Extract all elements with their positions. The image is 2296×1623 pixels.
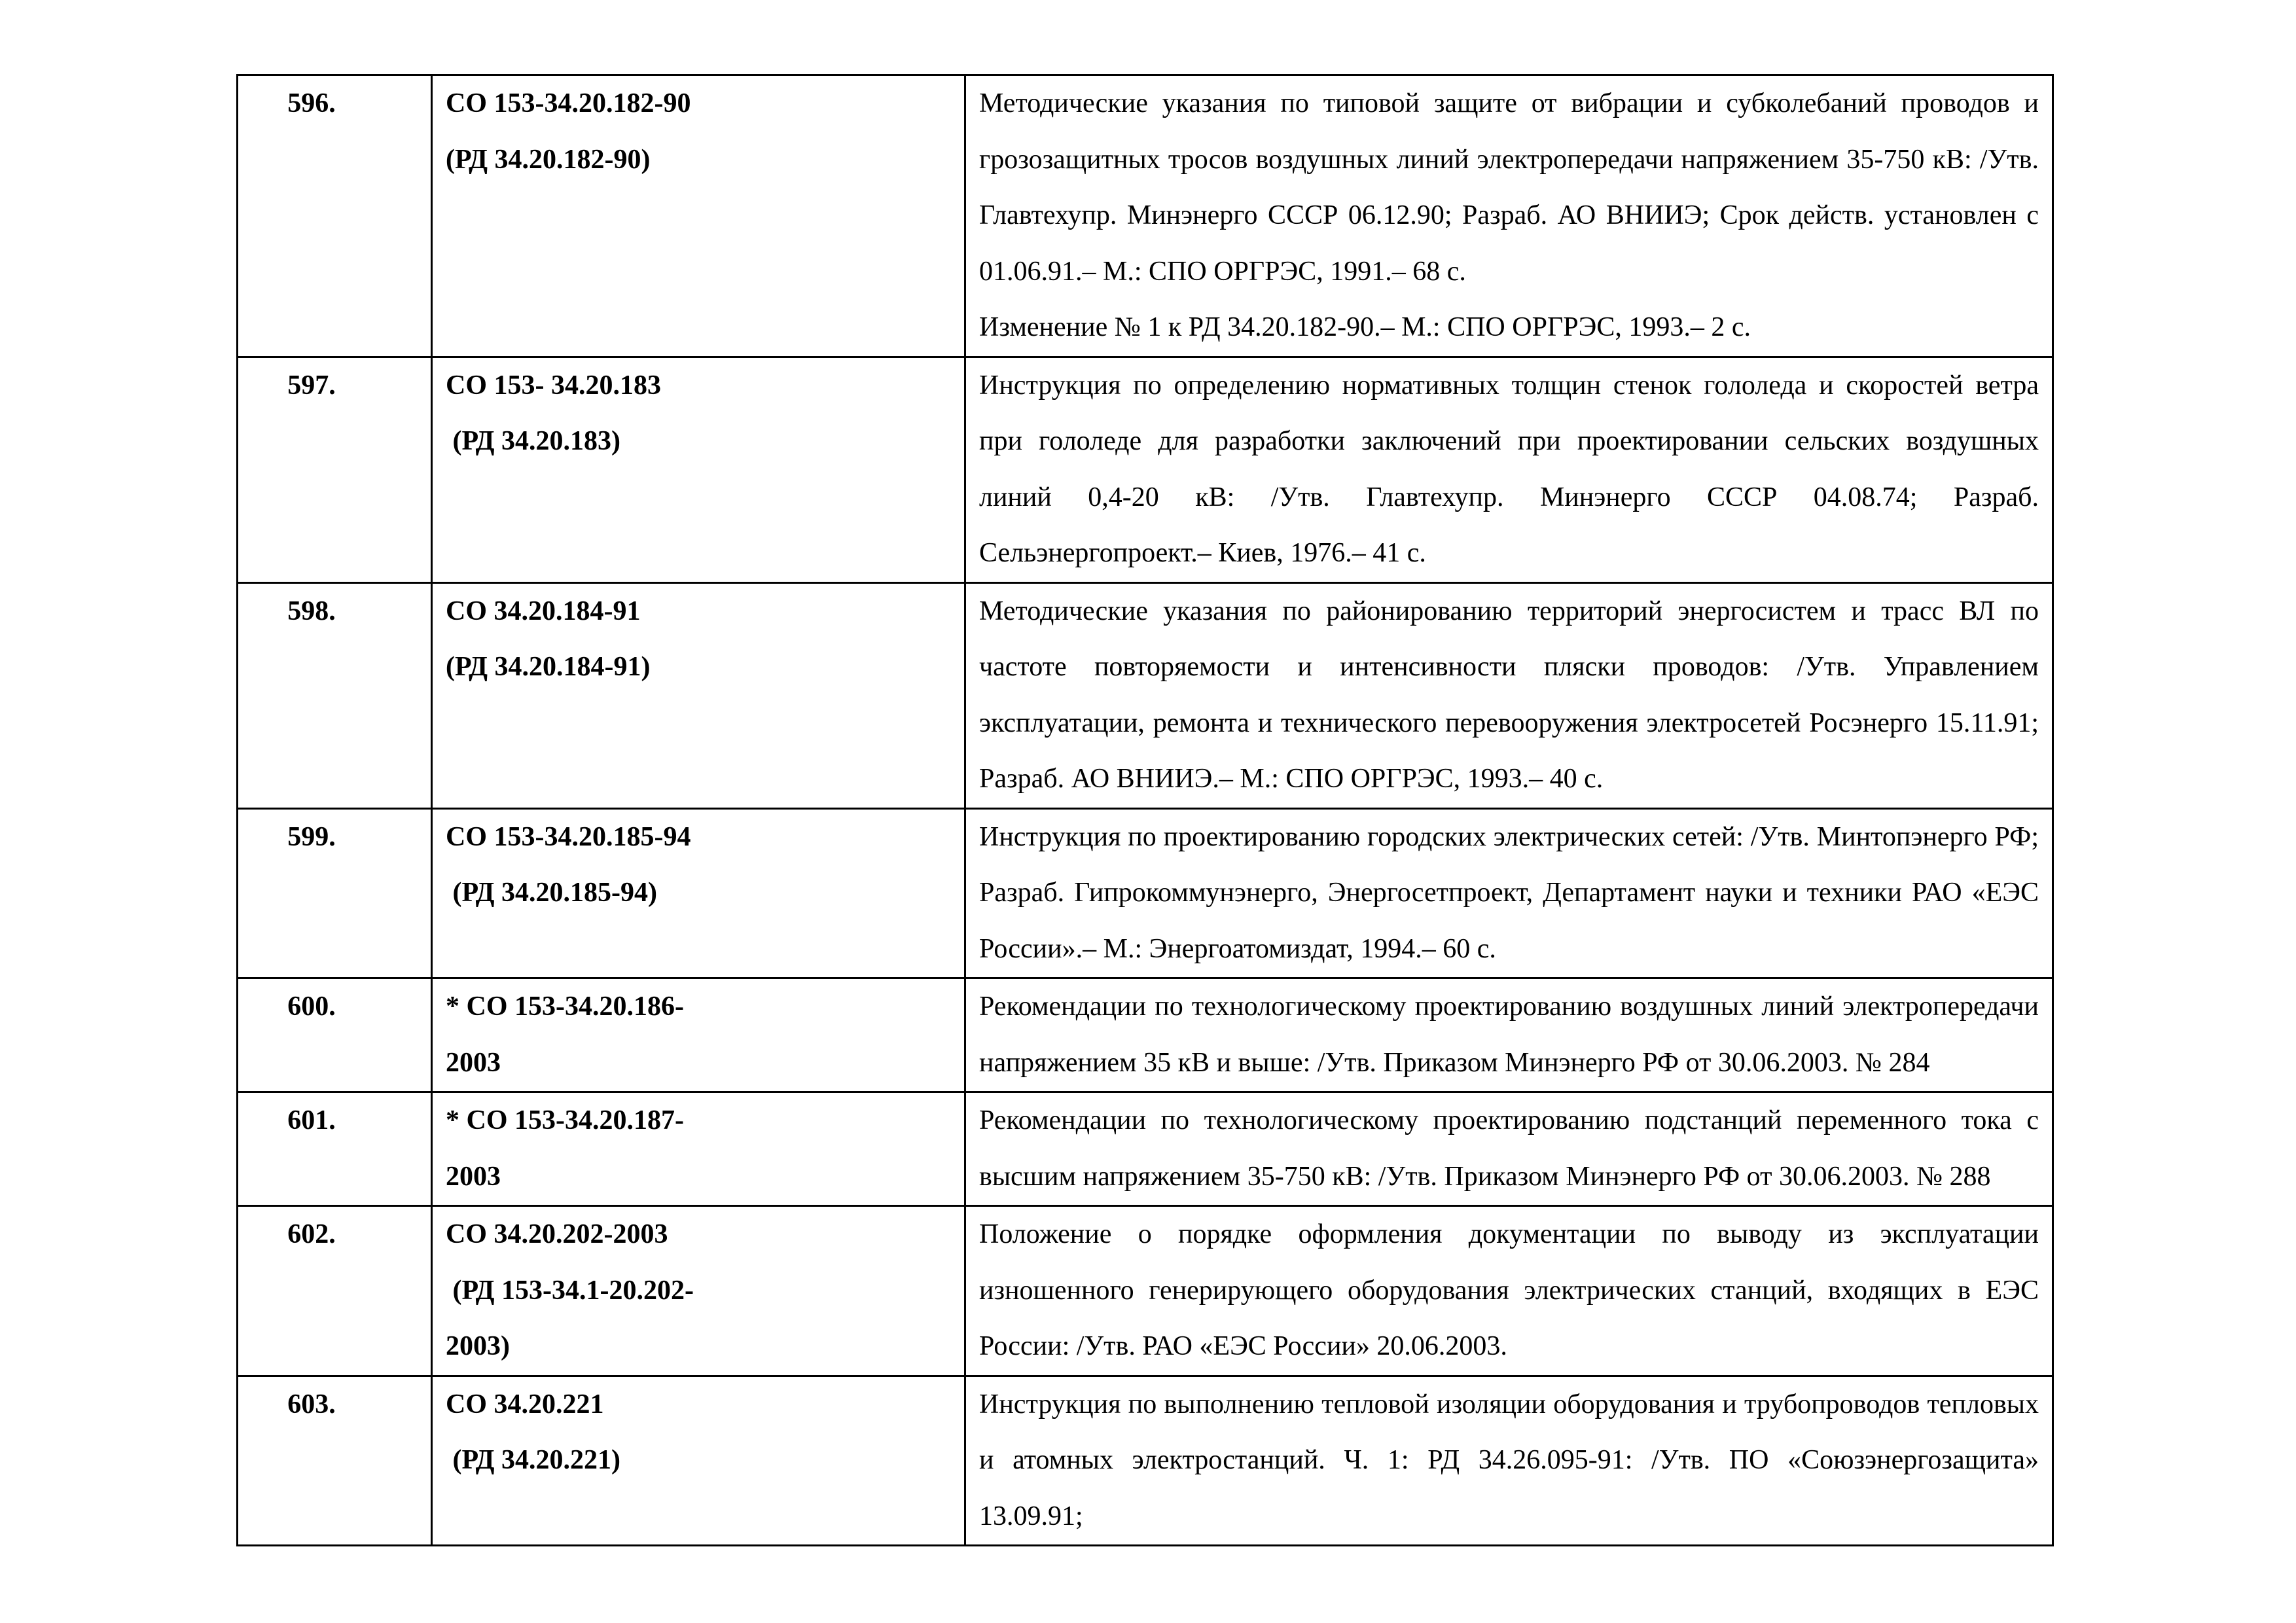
document-description-cell [965, 357, 2053, 582]
document-code-cell [432, 1206, 965, 1376]
table-row [238, 978, 2053, 1092]
document-description-text: Рекомендации по технологическому проектированию воздушных линий электропередачи напряжением 35 кВ и выше: /Утв. Приказом Минэнерго РФ от 30.06.2003. № 284 [979, 991, 2039, 1078]
document-code-line: СО 34.20.184-91 [446, 596, 641, 626]
document-code-line: СО 34.20.221 [446, 1389, 604, 1419]
document-code-cell [432, 808, 965, 978]
document-description-cell [965, 978, 2053, 1092]
document-description-text: Положение о порядке оформления документации по выводу из эксплуатации изношенного генерирующего оборудования электрических станций, входящих в ЕЭС России: /Утв. РАО «ЕЭС России» 20.06.2003. [979, 1219, 2039, 1361]
row-number: 597. [287, 370, 336, 401]
document-description-text: Инструкция по определению нормативных толщин стенок гололеда и скоростей ветра при гололеде для разработки заключений при проектировании сельских воздушных линий 0,4-20 кВ: /Утв. Главтехупр. Минэнерго СССР 04.08.74; Разраб. Сельэнергопроект.– Киев, 1976.– 41 с. [979, 370, 2039, 568]
row-number-cell [238, 978, 432, 1092]
row-number: 599. [287, 821, 336, 852]
document-code-line: (РД 34.20.184-91) [446, 652, 651, 682]
table-row [238, 1376, 2053, 1546]
document-description-cell [965, 75, 2053, 357]
document-code-line: СО 153-34.20.182-90 [446, 88, 691, 118]
document-description-text: Рекомендации по технологическому проектированию подстанций переменного тока с высшим напряжением 35-750 кВ: /Утв. Приказом Минэнерго РФ от 30.06.2003. № 288 [979, 1105, 2039, 1192]
document-code-line: * СО 153-34.20.187- [446, 1105, 684, 1135]
document-code-cell [432, 75, 965, 357]
row-number: 598. [287, 596, 336, 626]
table-row [238, 808, 2053, 978]
row-number: 600. [287, 991, 336, 1022]
table-row [238, 357, 2053, 582]
document-description-cell [965, 582, 2053, 808]
table-row [238, 1092, 2053, 1206]
row-number-cell [238, 1206, 432, 1376]
document-code-line: 2003 [446, 1047, 501, 1078]
row-number: 603. [287, 1389, 336, 1419]
document-code-line: СО 34.20.202-2003 [446, 1219, 668, 1249]
document-description-text: Инструкция по проектированию городских электрических сетей: /Утв. Минтопэнерго РФ; Разраб. Гипрокоммунэнерго, Энергосетпроект, Департамент науки и техники РАО «ЕЭС России».– М.: Энергоатомиздат, 1994.– 60 с. [979, 821, 2039, 964]
document-description-cell [965, 1376, 2053, 1546]
document-description-text: Изменение № 1 к РД 34.20.182-90.– М.: СПО ОРГРЭС, 1993.– 2 с. [979, 312, 1751, 342]
document-code-line: (РД 34.20.185-94) [446, 878, 658, 908]
row-number: 601. [287, 1105, 336, 1135]
row-number-cell [238, 1376, 432, 1546]
document-description-cell [965, 808, 2053, 978]
document-code-line: (РД 153-34.1-20.202- [446, 1275, 694, 1306]
document-code-line: СО 153-34.20.185-94 [446, 821, 691, 852]
document-code-cell [432, 582, 965, 808]
table-row [238, 75, 2053, 357]
row-number: 602. [287, 1219, 336, 1249]
row-number-cell [238, 582, 432, 808]
document-description-cell [965, 1206, 2053, 1376]
document-description-text: Методические указания по районированию территорий энергосистем и трасс ВЛ по частоте повторяемости и интенсивности пляски проводов: /Утв. Управлением эксплуатации, ремонта и технического перевооружения электросетей Росэнерго 15.11.91; Разраб. АО ВНИИЭ.– М.: СПО ОРГРЭС, 1993.– 40 с. [979, 596, 2039, 794]
table-body [238, 75, 2053, 1546]
document-code-line: СО 153- 34.20.183 [446, 370, 661, 401]
row-number-cell [238, 1092, 432, 1206]
document-code-line: 2003) [446, 1331, 510, 1361]
document-code-line: (РД 34.20.182-90) [446, 144, 651, 175]
document-description-cell [965, 1092, 2053, 1206]
row-number-cell [238, 75, 432, 357]
table-row [238, 582, 2053, 808]
document-code-line: 2003 [446, 1161, 501, 1192]
document-code-line: (РД 34.20.221) [446, 1445, 621, 1475]
document-code-cell [432, 978, 965, 1092]
document-description-text: Методические указания по типовой защите от вибрации и субколебаний проводов и грозозащитных тросов воздушных линий электропередачи напряжением 35-750 кВ: /Утв. Главтехупр. Минэнерго СССР 06.12.90; Разраб. АО ВНИИЭ; Срок действ. установлен с 01.06.91.– М.: СПО ОРГРЭС, 1991.– 68 с. [979, 88, 2039, 287]
document-description-text: Инструкция по выполнению тепловой изоляции оборудования и трубопроводов тепловых и атомных электростанций. Ч. 1: РД 34.26.095-91: /Утв. ПО «Союзэнергозащита» 13.09.91; [979, 1389, 2039, 1531]
row-number: 596. [287, 88, 336, 118]
document-code-cell [432, 1092, 965, 1206]
document-code-cell [432, 357, 965, 582]
standards-table [236, 74, 2054, 1546]
document-code-cell [432, 1376, 965, 1546]
table-row [238, 1206, 2053, 1376]
document-code-line: (РД 34.20.183) [446, 426, 621, 456]
document-code-line: * СО 153-34.20.186- [446, 991, 684, 1022]
row-number-cell [238, 357, 432, 582]
row-number-cell [238, 808, 432, 978]
